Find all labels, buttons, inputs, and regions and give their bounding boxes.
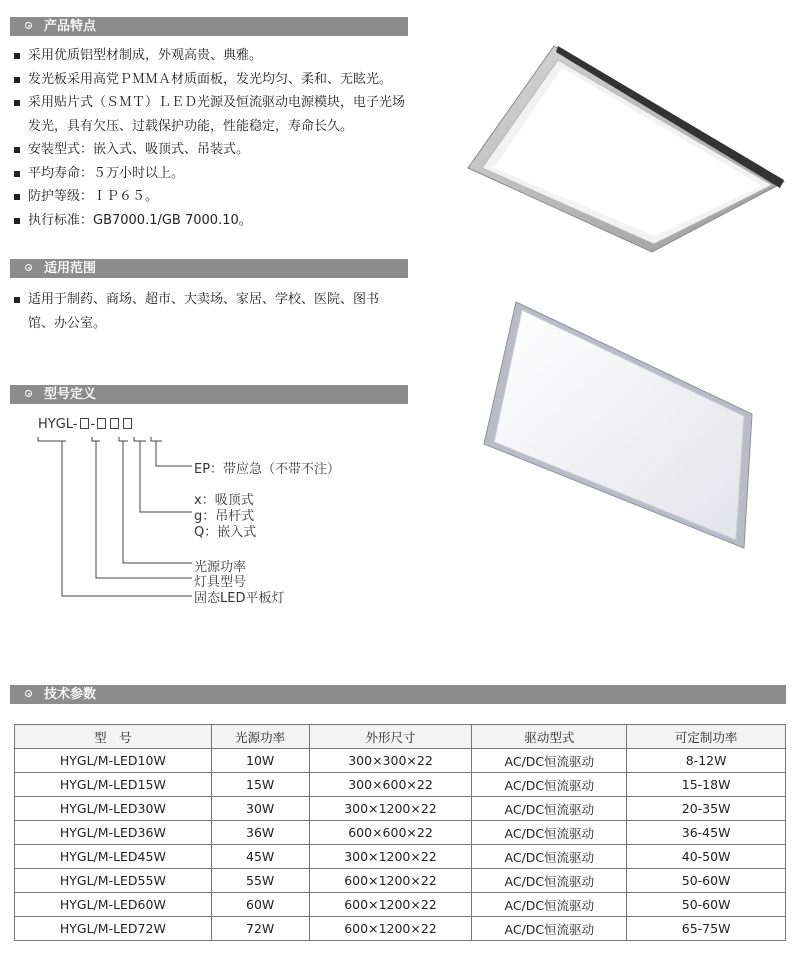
section-title: 型号定义 [44,387,97,402]
column-header: 外形尺寸 [309,725,472,749]
model-q-label: Q：嵌入式 [194,525,257,540]
table-cell: HYGL/M-LED30W [15,797,212,821]
circle-bullet-icon [25,690,32,697]
table-cell: AC/DC恒流驱动 [472,773,627,797]
table-cell: AC/DC恒流驱动 [472,917,627,941]
model-prefix: HYGL- [38,417,78,432]
column-header: 可定制功率 [627,725,786,749]
model-ep-label: EP：带应急（不带不注） [194,462,341,477]
table-header-row [15,725,786,749]
table-cell: 36-45W [627,821,786,845]
table-cell: 65-75W [627,917,786,941]
table-cell: HYGL/M-LED45W [15,845,212,869]
table-cell: 300×600×22 [309,773,472,797]
table-cell: 600×600×22 [309,821,472,845]
table-cell: 300×300×22 [309,749,472,773]
rectangular-panel-image [478,296,758,554]
table-cell: AC/DC恒流驱动 [472,869,627,893]
table-cell: 15-18W [627,773,786,797]
square-panel-image [462,40,792,255]
model-dash: - [90,417,96,432]
list-item: 平均寿命：５万小时以上。 [12,162,412,186]
section-header-params [10,685,786,704]
spec-table [14,724,786,941]
table-cell: 55W [211,869,309,893]
table-row [15,749,786,773]
list-item-continuation: 馆、办公室。 [28,315,107,331]
list-item: 采用贴片式（ＳＭＴ）ＬＥＤ光源及恒流驱动电源模块，电子光场 [12,91,412,115]
column-header: 驱动型式 [472,725,627,749]
column-header: 型 号 [15,725,212,749]
list-item-continuation: 发光，具有欠压、过载保护功能，性能稳定，寿命长久。 [28,118,354,134]
table-cell: 15W [211,773,309,797]
table-cell: 300×1200×22 [309,845,472,869]
table-cell: HYGL/M-LED10W [15,749,212,773]
table-cell: 20-35W [627,797,786,821]
table-cell: AC/DC恒流驱动 [472,797,627,821]
list-item: 发光板采用高党ＰＭＭＡ材质面板，发光均匀、柔和、无眩光。 [12,68,412,92]
column-header: 光源功率 [211,725,309,749]
model-name-label: 固态LED平板灯 [194,591,285,606]
table-row [15,869,786,893]
table-cell: 36W [211,821,309,845]
table-cell: HYGL/M-LED72W [15,917,212,941]
model-power-label: 光源功率 [194,560,247,575]
list-item: 安装型式：嵌入式、吸顶式、吊装式。 [12,138,412,162]
section-title: 技术参数 [44,687,97,702]
model-x-label: x：吸顶式 [194,493,254,508]
model-g-label: g：吊杆式 [194,509,255,524]
list-item: 采用优质铝型材制成，外观高贵、典雅。 [12,44,412,68]
table-cell: 40-50W [627,845,786,869]
list-item: 防护等级：ＩＰ６５。 [12,185,412,209]
table-cell: 50-60W [627,869,786,893]
table-cell: HYGL/M-LED55W [15,869,212,893]
model-type-label: 灯具型号 [194,575,247,590]
table-row [15,893,786,917]
list-item: 适用于制药、商场、超市、大卖场、家居、学校、医院、图书 [12,288,412,312]
table-cell: AC/DC恒流驱动 [472,749,627,773]
table-cell: 8-12W [627,749,786,773]
table-row [15,917,786,941]
table-cell: 300×1200×22 [309,797,472,821]
table-cell: HYGL/M-LED15W [15,773,212,797]
table-cell: 45W [211,845,309,869]
table-cell: 600×1200×22 [309,893,472,917]
table-cell: 50-60W [627,893,786,917]
section-title: 适用范围 [44,261,97,276]
table-cell: 72W [211,917,309,941]
table-row [15,845,786,869]
table-cell: HYGL/M-LED60W [15,893,212,917]
table-cell: HYGL/M-LED36W [15,821,212,845]
table-row [15,797,786,821]
table-cell: AC/DC恒流驱动 [472,893,627,917]
table-cell: 60W [211,893,309,917]
table-cell: 10W [211,749,309,773]
table-row [15,773,786,797]
list-item: 执行标准：GB7000.1/GB 7000.10。 [12,209,412,233]
table-cell: AC/DC恒流驱动 [472,821,627,845]
table-cell: 600×1200×22 [309,869,472,893]
table-cell: 600×1200×22 [309,917,472,941]
table-cell: AC/DC恒流驱动 [472,845,627,869]
table-cell: 30W [211,797,309,821]
section-title: 产品特点 [44,19,97,34]
table-row [15,821,786,845]
